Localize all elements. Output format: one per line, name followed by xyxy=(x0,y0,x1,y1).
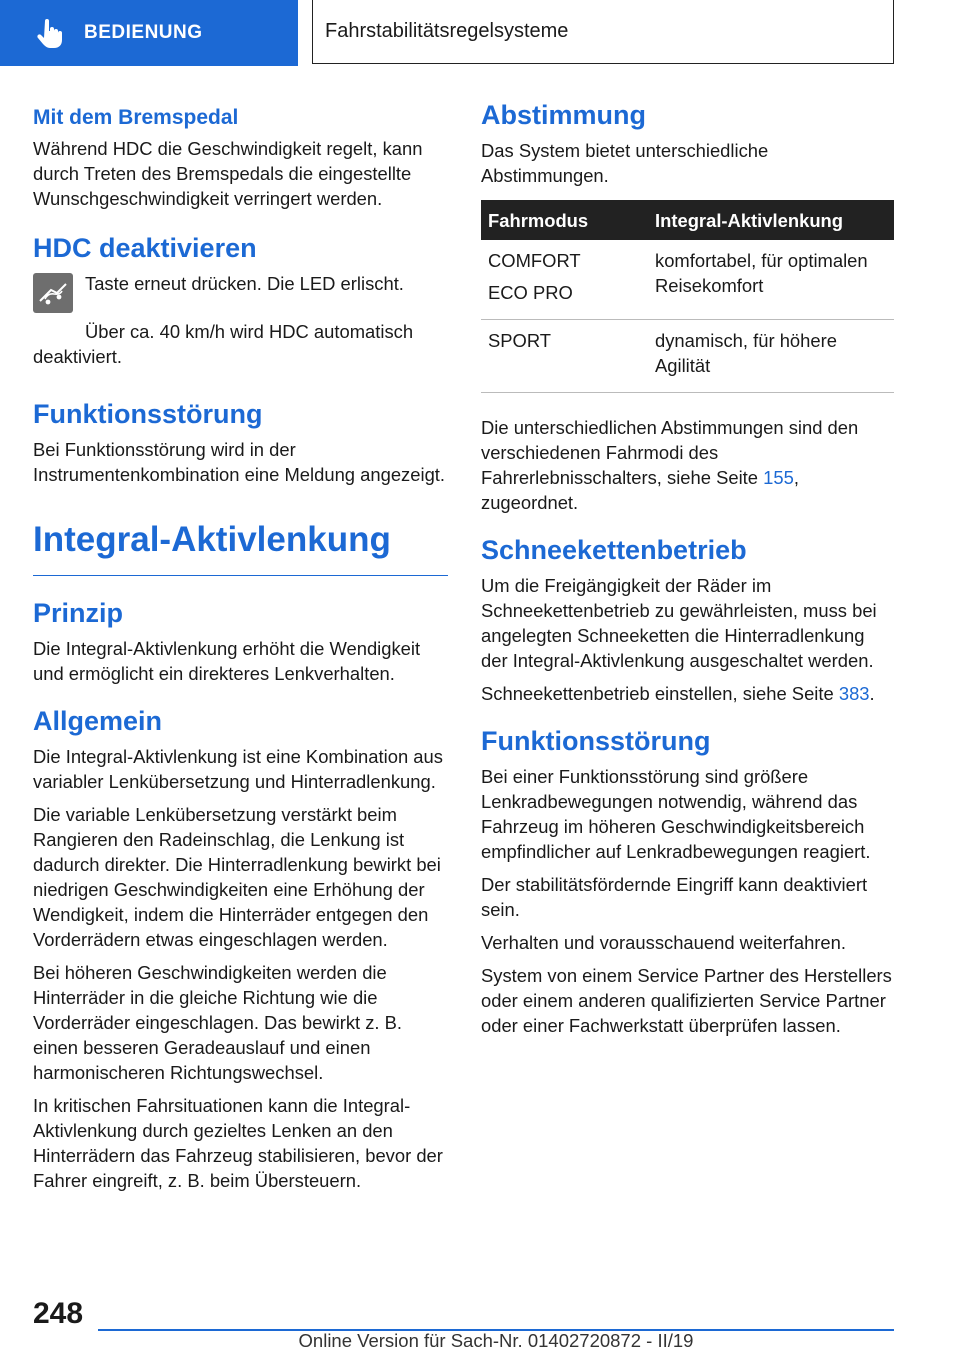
heading-allgemein: Allgemein xyxy=(33,706,163,736)
paragraph-allgemein-4: In kritischen Fahrsituationen kann die Integral-Aktivlenkung durch gezieltes Lenken an den Hinterrädern das Fahrzeug stabilisieren, bevor der Fahrer eingreift, z. B. beim Übersteuern. xyxy=(33,1095,443,1191)
heading-schneekettenbetrieb: Schneekettenbetrieb xyxy=(481,535,747,565)
heading-bremspedal: Mit dem Bremspedal xyxy=(33,106,239,129)
page-section-title: Integral-Aktivlenkung xyxy=(33,517,448,576)
paragraph-allgemein-2: Die variable Lenkübersetzung verstärkt beim Rangieren den Radeinschlag, die Lenkung ist dadurch direkter. Die Hinterradlenkung bewirkt bei niedrigen Geschwindigkeiten eine Erhöhung der Wendigkeit, indem die Hinterräder entgegen den Vorderrädern etwas eingeschlagen werden. xyxy=(33,804,441,950)
table-header-lenkung: Integral-Aktivlenkung xyxy=(648,200,894,240)
heading-prinzip: Prinzip xyxy=(33,598,124,628)
tuning-table xyxy=(481,200,894,393)
section-tab[interactable] xyxy=(0,0,298,66)
footer-text: Online Version für Sach-Nr. 01402720872 - II/19 xyxy=(298,1330,694,1351)
pointing-hand-icon xyxy=(34,17,66,49)
mode-comfort: COMFORT xyxy=(488,250,581,271)
hdc-instruction xyxy=(33,271,448,313)
paragraph-stoerung-4: System von einem Service Partner des Herstellers oder einem anderen qualifizierten Service Partner oder einer Fachwerkstatt überprüfen lassen. xyxy=(481,965,892,1036)
paragraph-schnee-1: Um die Freigängigkeit der Räder im Schneekettenbetrieb zu gewährleisten, muss bei angelegten Schneeketten die Hinterradlenkung der Integral-Aktivlenkung ausgeschaltet werden. xyxy=(481,575,877,671)
paragraph-prinzip: Die Integral-Aktivlenkung erhöht die Wendigkeit und ermöglicht ein direkteres Lenkverhalten. xyxy=(33,638,421,684)
heading-funktionsstoerung-lenkung: Funktionsstörung xyxy=(481,726,711,756)
paragraph-stoerung-1: Bei einer Funktionsstörung sind größere Lenkradbewegungen notwendig, während das Fahrzeug im höheren Geschwindigkeitsbereich empfindlicher auf Lenkradbewegungen reagiert. xyxy=(481,766,871,862)
paragraph-schnee-2: Schneekettenbetrieb einstellen, siehe Seite 383. xyxy=(481,683,875,704)
paragraph-funktionsstoerung-hdc: Bei Funktionsstörung wird in der Instrumentenkombination eine Meldung angezeigt. xyxy=(33,439,446,485)
hdc-button-icon xyxy=(33,273,73,313)
paragraph-allgemein-3: Bei höheren Geschwindigkeiten werden die Hinterräder in die gleiche Richtung wie die Vorderräder eingeschlagen. Das bewirkt z. B. einen besseren Geradeauslauf und einen harmonischeren Richtungswechsel. xyxy=(33,962,403,1083)
paragraph-stoerung-2: Der stabilitätsfördernde Eingriff kann deaktiviert sein. xyxy=(481,874,868,920)
paragraph-allgemein-1: Die Integral-Aktivlenkung ist eine Kombination aus variabler Lenkübersetzung und Hinterradlenkung. xyxy=(33,746,443,792)
mode-sport: SPORT xyxy=(481,320,648,393)
table-row xyxy=(481,320,894,393)
description-comfort: komfortabel, für optimalen Reisekomfort xyxy=(648,240,894,320)
paragraph-abstimmung-intro: Das System bietet unterschiedliche Abstimmungen. xyxy=(481,140,769,186)
heading-abstimmung: Abstimmung xyxy=(481,100,646,130)
paragraph-abstimmung-after: Die unterschiedlichen Abstimmungen sind den verschiedenen Fahrmodi des Fahrerlebnisschalters, siehe Seite 155, zugeordnet. xyxy=(481,417,859,513)
page-number: 248 xyxy=(33,1297,84,1330)
description-sport: dynamisch, für höhere Agilität xyxy=(648,320,894,393)
table-header-fahrmodus: Fahrmodus xyxy=(481,200,648,240)
hdc-speed-note: Über ca. 40 km/h wird HDC automatisch deaktiviert. xyxy=(33,321,414,367)
mode-eco-pro: ECO PRO xyxy=(488,282,573,303)
paragraph-stoerung-3: Verhalten und vorausschauend weiterfahren. xyxy=(481,932,846,953)
page-link-383[interactable]: 383 xyxy=(838,683,870,704)
page-link-155[interactable]: 155 xyxy=(763,467,794,488)
heading-funktionsstoerung-hdc: Funktionsstörung xyxy=(33,399,263,429)
section-tab-label: BEDIENUNG xyxy=(84,22,203,43)
left-column xyxy=(33,98,448,1201)
heading-hdc-deaktivieren: HDC deaktivieren xyxy=(33,233,257,263)
right-column xyxy=(481,98,894,1046)
table-row xyxy=(481,240,894,320)
chapter-title: Fahrstabilitätsregelsysteme xyxy=(312,0,894,64)
hdc-instruction-text: Taste erneut drücken. Die LED erlischt. xyxy=(85,273,404,294)
paragraph-bremspedal: Während HDC die Geschwindigkeit regelt, kann durch Treten des Bremspedals die eingestellte Wunschgeschwindigkeit verringert werden. xyxy=(33,138,423,209)
